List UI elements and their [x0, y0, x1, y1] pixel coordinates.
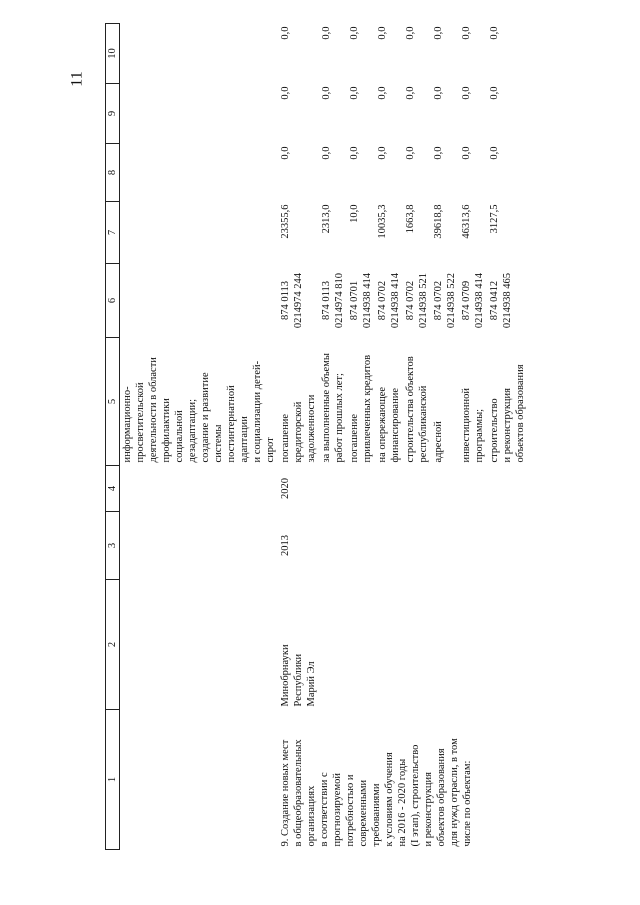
budget-code-line: 0214938 521: [418, 272, 429, 329]
value-col10-cell: [319, 24, 347, 84]
budget-code-line: 874 0412: [489, 280, 500, 321]
item-description-line: погашение: [280, 414, 291, 463]
value-col9: 0,0: [489, 86, 500, 100]
budget-code-line: 0214974 244: [293, 272, 304, 329]
value-col7-cell: [487, 202, 528, 264]
value-col10: 0,0: [489, 26, 500, 40]
value-col8: 0,0: [280, 146, 291, 160]
value-col10-cell: [347, 24, 375, 84]
continuation-line: системы: [213, 424, 224, 463]
header-cell: 8: [106, 144, 120, 202]
end-year-cell: [278, 466, 528, 512]
continuation-line: адаптации: [239, 416, 250, 463]
executor-line: Минобрнауки: [280, 644, 291, 707]
value-col7-cell: [347, 202, 375, 264]
budget-code-line: 0214938 465: [502, 272, 513, 329]
header-row: [106, 24, 120, 850]
value-col7: 10,0: [349, 204, 360, 223]
value-col10-cell: [375, 24, 403, 84]
value-col10: 0,0: [349, 26, 360, 40]
program-table: [105, 23, 528, 850]
continuation-line: и социализации детей-: [252, 360, 263, 463]
budget-code-cell: [319, 264, 347, 338]
value-col10: 0,0: [321, 26, 332, 40]
item-description-cell: [459, 338, 487, 466]
value-col8: 0,0: [489, 146, 500, 160]
header-cell: 2: [106, 580, 120, 710]
value-col7: 39618,8: [433, 204, 444, 239]
value-col9: 0,0: [405, 86, 416, 100]
value-col7-cell: [278, 202, 319, 264]
continuation-line: создание и развитие: [200, 372, 211, 463]
page-number: 11: [68, 71, 86, 87]
program-name-line: современными: [358, 779, 369, 847]
item-description-cell: [375, 338, 403, 466]
value-col8-cell: [347, 144, 375, 202]
header-cell: 6: [106, 264, 120, 338]
program-name-line: числе по объектам:: [462, 760, 473, 847]
item-description-line: и реконструкция: [502, 388, 513, 463]
program-name-line: к условиям обучения: [384, 752, 395, 847]
value-col8-cell: [403, 144, 431, 202]
start-year-cell: [278, 512, 528, 580]
value-col7-cell: [319, 202, 347, 264]
value-col10: 0,0: [280, 26, 291, 40]
continuation-line: деятельности в области: [148, 357, 159, 463]
budget-code-line: 0214938 414: [474, 272, 485, 329]
continuation-line: просветительской: [135, 382, 146, 463]
value-col10: 0,0: [377, 26, 388, 40]
value-col9: 0,0: [280, 86, 291, 100]
value-col8: 0,0: [461, 146, 472, 160]
value-col9: 0,0: [377, 86, 388, 100]
value-col8-cell: [459, 144, 487, 202]
value-col8-cell: [278, 144, 319, 202]
value-col7: 2313,0: [321, 204, 332, 234]
program-name-line: в общеобразовательных: [293, 739, 304, 847]
budget-code-line: 874 0113: [280, 281, 291, 320]
value-col7: 46313,6: [461, 204, 472, 239]
budget-code-line: 0214974 810: [334, 272, 345, 329]
continuation-line: социальной: [174, 410, 185, 463]
program-name-line: потребностью и: [345, 774, 356, 847]
continuation-line: дезадаптации;: [187, 398, 198, 463]
value-col8: 0,0: [377, 146, 388, 160]
budget-code-line: 874 0702: [433, 280, 444, 321]
value-col8: 0,0: [349, 146, 360, 160]
program-name-line: требованиями: [371, 783, 382, 847]
header-cell: 9: [106, 84, 120, 144]
value-col9-cell: [319, 84, 347, 144]
value-col7-cell: [403, 202, 431, 264]
item-description-cell: [403, 338, 431, 466]
item-description-line: инвестиционной: [461, 387, 472, 463]
value-col7: 3127,5: [489, 204, 500, 234]
program-name-line: объектов образования: [436, 748, 447, 847]
program-name-line: для нужд отрасли, в том: [449, 738, 460, 847]
budget-code-line: 874 0701: [349, 280, 360, 321]
budget-code-line: 874 0702: [405, 280, 416, 321]
continuation-line: сирот: [265, 437, 276, 463]
value-col9-cell: [431, 84, 459, 144]
item-description-line: строительство: [489, 398, 500, 463]
continuation-line: профилактики: [161, 398, 172, 463]
header-cell: 3: [106, 512, 120, 580]
item-description-cell: [487, 338, 528, 466]
budget-code-cell: [403, 264, 431, 338]
item-description-line: на опережающее: [377, 386, 388, 463]
item-description-cell: [347, 338, 375, 466]
item-description-line: привлеченных кредитов: [362, 354, 373, 463]
value-col10: 0,0: [433, 26, 444, 40]
value-col10-cell: [278, 24, 319, 84]
table-row: [278, 24, 319, 850]
value-col10: 0,0: [405, 26, 416, 40]
value-col8: 0,0: [405, 146, 416, 160]
program-name-line: организациях: [306, 785, 317, 847]
item-description-line: погашение: [349, 414, 360, 463]
value-col8-cell: [431, 144, 459, 202]
start-year: 2013: [280, 535, 291, 556]
value-col7-cell: [431, 202, 459, 264]
item-description-line: республиканской: [418, 385, 429, 463]
program-name-line: 9. Создание новых мест: [280, 739, 291, 847]
value-col9-cell: [403, 84, 431, 144]
item-description-line: кредиторской: [293, 401, 304, 463]
value-col8: 0,0: [433, 146, 444, 160]
value-col9-cell: [347, 84, 375, 144]
budget-code-cell: [431, 264, 459, 338]
value-col9: 0,0: [349, 86, 360, 100]
budget-code-line: 0214938 414: [362, 272, 373, 329]
value-col9-cell: [459, 84, 487, 144]
value-col10: 0,0: [461, 26, 472, 40]
budget-code-line: 874 0709: [461, 280, 472, 321]
value-col7-cell: [375, 202, 403, 264]
item-description-cell: [278, 338, 319, 466]
value-col7-cell: [459, 202, 487, 264]
item-description-line: объектов образования: [515, 364, 526, 463]
budget-code-line: 0214938 414: [390, 272, 401, 329]
value-col8-cell: [487, 144, 528, 202]
value-col7: 10035,3: [377, 204, 388, 239]
value-col9: 0,0: [321, 86, 332, 100]
value-col8-cell: [375, 144, 403, 202]
item-description-line: финансирование: [390, 388, 401, 463]
budget-code-cell: [278, 264, 319, 338]
budget-code-cell: [459, 264, 487, 338]
item-description-line: строительства объектов: [405, 356, 416, 463]
budget-code-line: 0214938 522: [446, 272, 457, 329]
value-col8: 0,0: [321, 146, 332, 160]
item-description-line: задолженности: [306, 394, 317, 463]
program-name-line: (I этап), строительство: [410, 744, 421, 847]
continuation-line: постинтернатной: [226, 385, 237, 463]
budget-code-cell: [347, 264, 375, 338]
header-cell: 1: [106, 710, 120, 850]
program-name-line: прогнозируемой: [332, 773, 343, 847]
item-description-line: работ прошлых лет;: [334, 373, 345, 463]
item-description-line: программы;: [474, 408, 485, 463]
header-cell: 5: [106, 338, 120, 466]
item-description-line: адресной: [433, 421, 444, 463]
executor-cell: [278, 580, 528, 710]
header-cell: 10: [106, 24, 120, 84]
header-cell: 7: [106, 202, 120, 264]
program-name-line: и реконструкция: [423, 772, 434, 847]
value-col8-cell: [319, 144, 347, 202]
budget-code-cell: [487, 264, 528, 338]
program-name-cell: [278, 710, 528, 850]
end-year: 2020: [280, 478, 291, 499]
item-description-cell: [319, 338, 347, 466]
continuation-line: информационно-: [122, 386, 133, 463]
budget-code-cell: [375, 264, 403, 338]
continuation-row: [120, 24, 279, 850]
value-col10-cell: [403, 24, 431, 84]
item-description-cell: [431, 338, 459, 466]
program-name-line: в соответствии с: [319, 772, 330, 847]
value-col10-cell: [431, 24, 459, 84]
item-description-line: за выполненные объемы: [321, 353, 332, 463]
value-col10-cell: [487, 24, 528, 84]
value-col7: 23355,6: [280, 204, 291, 239]
value-col9: 0,0: [461, 86, 472, 100]
value-col9-cell: [375, 84, 403, 144]
executor-line: Республики: [293, 653, 304, 707]
continuation-text: [120, 338, 279, 466]
header-cell: 4: [106, 466, 120, 512]
budget-code-line: 874 0702: [377, 280, 388, 321]
value-col9-cell: [278, 84, 319, 144]
value-col9: 0,0: [433, 86, 444, 100]
executor-line: Марий Эл: [306, 661, 317, 707]
program-name-line: на 2016 - 2020 годы: [397, 758, 408, 847]
value-col9-cell: [487, 84, 528, 144]
budget-code-line: 874 0113: [321, 281, 332, 320]
value-col7: 1663,8: [405, 204, 416, 234]
value-col10-cell: [459, 24, 487, 84]
